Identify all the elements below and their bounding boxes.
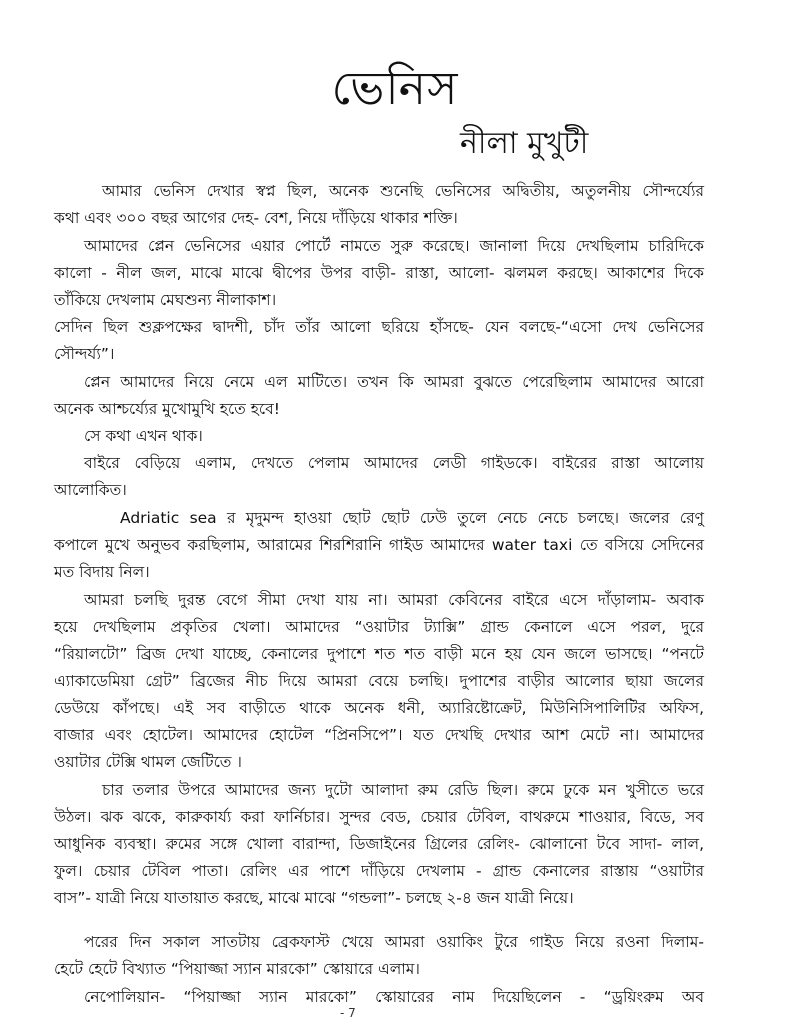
body-line: সৌন্দর্য্য”। <box>54 345 115 363</box>
body-line: আলোকিত। <box>54 481 127 499</box>
body-line: সেদিন ছিল শুক্লপক্ষের দ্বাদশী, চাঁদ তাঁর আলো ছরিয়ে হাঁসছে- যেন বলছে-“এসো দেখ ভেনিসের <box>54 318 704 336</box>
body-line: কথা এবং ৩০০ বছর আগের দেহ- বেশ, নিয়ে দাঁড়িয়ে থাকার শক্তি। <box>54 209 458 227</box>
body-line: অনেক আশ্চর্য্যের মুখোমুখি হতে হবে! <box>54 400 280 418</box>
body-line: তাঁকিয়ে দেখলাম মেঘশুন্য নীলাকাশ। <box>54 291 277 309</box>
body-line: চার তলার উপরে আমাদের জন্য দুটো আলাদা রুম রেডি ছিল। রুমে ঢুকে মন খুসীতে ভরে <box>102 781 704 799</box>
body-line: পরের দিন সকাল সাতটায় ব্রেকফাস্ট খেয়ে আমরা ওয়াকিং টুরে গাইড নিয়ে রওনা দিলাম- <box>84 933 704 951</box>
body-line: বাইরে বেড়িয়ে এলাম, দেখতে পেলাম আমাদের লেডী গাইডকে। বাইরের রাস্তা আলোয় <box>84 454 704 472</box>
body-line: ডেউয়ে কাঁপছে। এই সব বাড়ীতে থাকে অনেক ধনী, অ্যারিষ্টোক্রেট, মিউনিসিপালিটির অফিস, <box>54 699 704 717</box>
body-line: এ্যাকাডেমিয়া গ্রেট” ব্রিজের নীচ দিয়ে আমরা বেয়ে চলছি। দুপাশের বাড়ীর আলোর ছায়া জলের <box>54 672 704 690</box>
body-line: আধুনিক ব্যবস্থা। রুমের সঙ্গে খোলা বারান্দা, ডিজাইনের গ্রিলের রেলিং- ঝোলানো টবে সাদা- লাল, <box>54 835 704 853</box>
document-title: ভেনিস <box>331 61 459 115</box>
body-line: Adriatic sea র মৃদুমন্দ হাওয়া ছোট ছোট ঢেউ তুলে নেচে নেচে চলছে। জলের রেণু <box>120 509 704 527</box>
body-line: কালো - নীল জল, মাঝে মাঝে দ্বীপের উপর বাড়ী- রাস্তা, আলো- ঝলমল করছে। আকাশের দিকে <box>54 264 704 282</box>
body-line: সে কথা এখন থাক। <box>84 427 203 445</box>
body-line: আমরা চলছি দুরন্ত বেগে সীমা দেখা যায় না। আমরা কেবিনের বাইরে এসে দাঁড়ালাম- অবাক <box>84 591 704 609</box>
body-line: হয়ে দেখছিলাম প্রকৃতির খেলা। আমাদের “ওয়াটার ট্যাক্সি” গ্রান্ড কেনালে এসে পরল, দুরে <box>54 618 704 636</box>
body-line: কপালে মুখে অনুভব করছিলাম, আরামের শিরশিরানি গাইড আমাদের water taxi তে বসিয়ে সেদিনের <box>54 536 704 554</box>
body-line: মত বিদায় নিল। <box>54 563 150 581</box>
body-line: “রিয়ালটো” ব্রিজ দেখা যাচ্ছে, কেনালের দুপাশে শত শত বাড়ী মনে হয় যেন জলে ভাসছে। “পনটে <box>54 645 704 663</box>
body-line: উঠল। ঝক ঝকে, কারুকার্য্য করা ফার্নিচার। সুন্দর বেড, চেয়ার টেবিল, বাথরুমে শাওয়ার, বিডে, সব <box>54 808 704 826</box>
body-line: বাজার এবং হোটেল। আমাদের হোটেল “প্রিনসিপে”। যত দেখছি দেখার আশ মেটে না। আমাদের <box>54 726 704 744</box>
body-line: ওয়াটার টেক্সি থামল জেটিতে । <box>54 753 242 771</box>
body-line: আমাদের প্লেন ভেনিসের এয়ার পোর্টে নামতে সুরু করেছে। জানালা দিয়ে দেখছিলাম চারিদিকে <box>84 237 704 255</box>
body-line: প্লেন আমাদের নিয়ে নেমে এল মাটিতে। তখন কি আমরা বুঝতে পেরেছিলাম আমাদের আরো <box>84 373 704 391</box>
body-line: আমার ভেনিস দেখার স্বপ্ন ছিল, অনেক শুনেছি ভেনিসের অদ্বিতীয়, অতুলনীয় সৌন্দর্য্যের <box>102 182 704 200</box>
body-line: বাস”- যাত্রী নিয়ে যাতায়াত করছে, মাঝে মাঝে “গন্ডলা”- চলছে ২-৪ জন যাত্রী নিয়ে। <box>54 889 574 907</box>
page-mark: - 7 <box>340 1006 356 1020</box>
author-name: নীলা মুখুটী <box>460 126 589 161</box>
body-line: ফুল। চেয়ার টেবিল পাতা। রেলিং এর পাশে দাঁড়িয়ে দেখলাম - গ্রান্ড কেনালের রাস্তায় “ওয়াটার <box>54 862 704 880</box>
body-line: নেপোলিয়ান- “পিয়াজ্জা স্যান মারকো” স্কোয়ারের নাম দিয়েছিলেন - “ড্রয়িংরুম অব <box>84 988 704 1006</box>
body-line: হেটে হেটে বিখ্যাত “পিয়াজ্জা স্যান মারকো” স্কোয়ারে এলাম। <box>54 960 420 978</box>
